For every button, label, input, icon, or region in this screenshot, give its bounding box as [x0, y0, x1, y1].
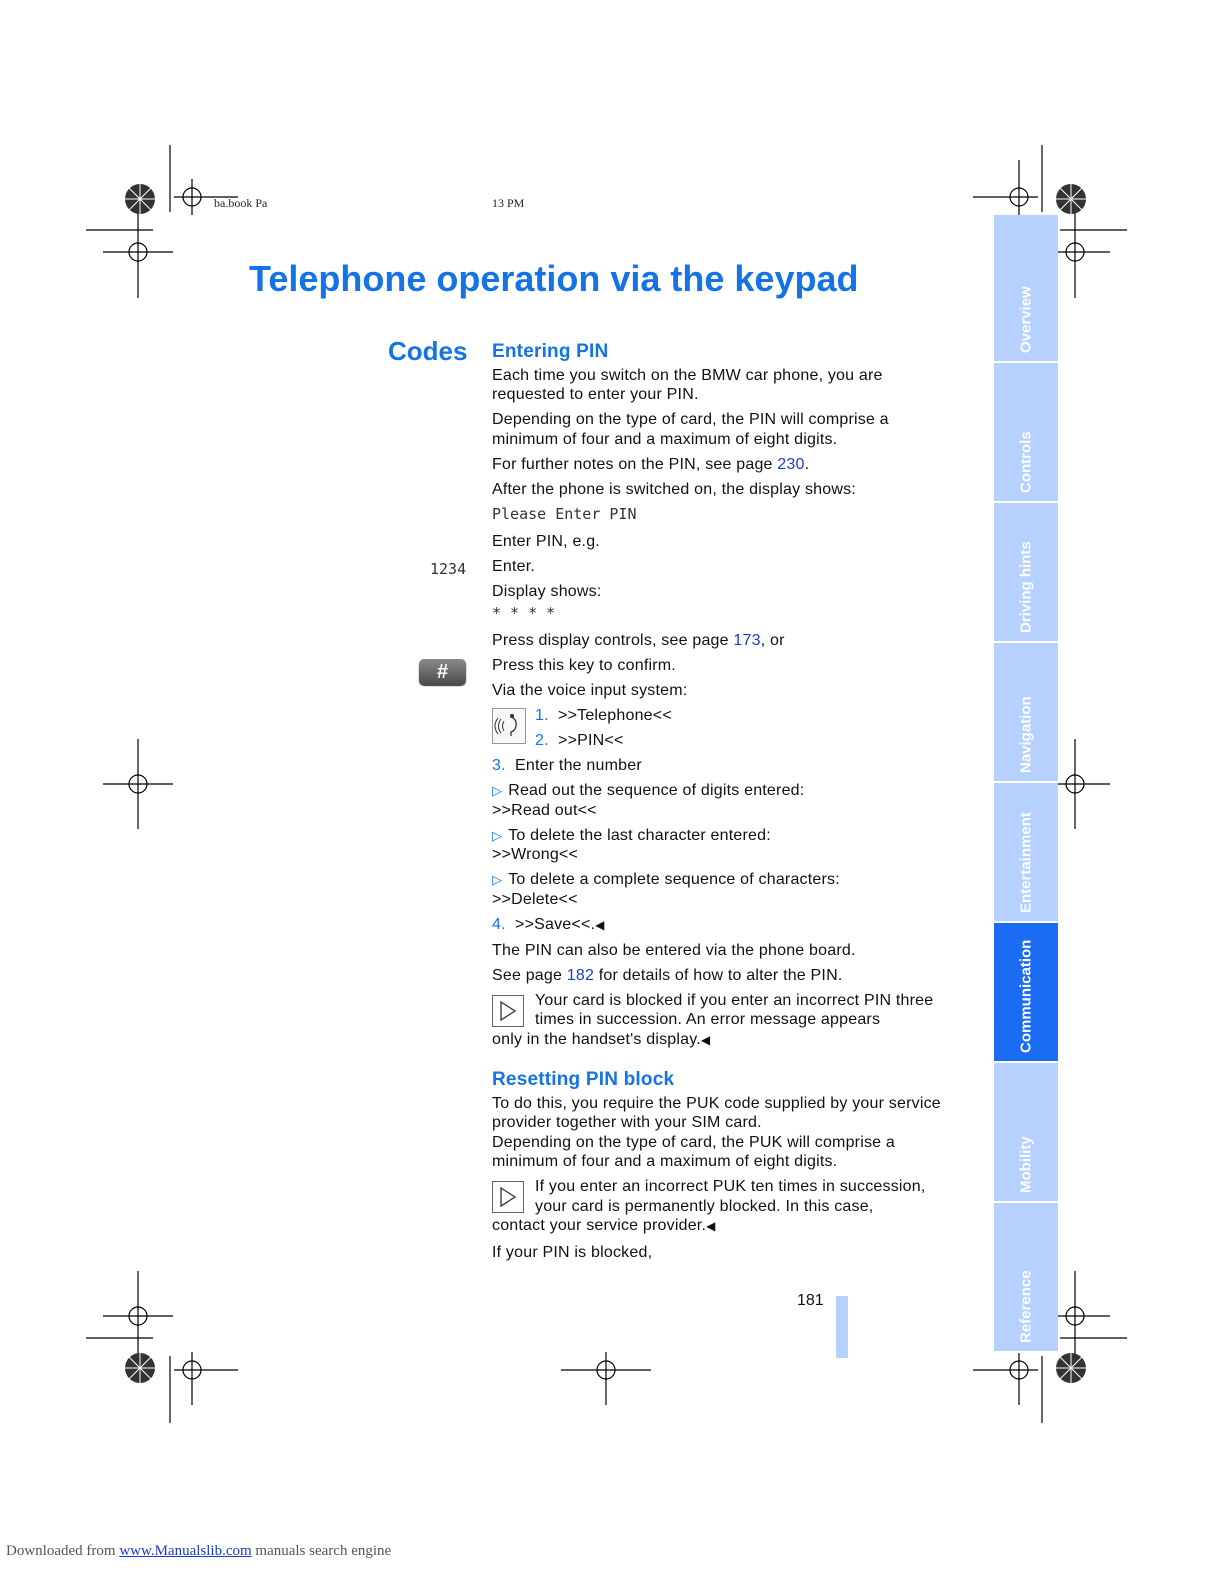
page-title: Telephone operation via the keypad: [249, 258, 859, 299]
page-link-182[interactable]: 182: [566, 966, 595, 984]
step-number: 3.: [492, 757, 506, 774]
list-item: [492, 756, 957, 776]
text: , or: [760, 632, 785, 649]
note-text: If you enter an incorrect PUK ten times in succession, your card is permanently blocked. In this case,: [535, 1178, 926, 1215]
paragraph: Press this key to confirm.: [492, 657, 676, 674]
display-text-asterisks: * * * *: [492, 603, 556, 622]
tab-navigation[interactable]: [994, 643, 1058, 783]
footer-text: manuals search engine: [251, 1543, 392, 1559]
page-link-230[interactable]: 230: [777, 455, 805, 473]
text: only in the handset's display.: [492, 1030, 701, 1048]
section-title: Codes: [388, 336, 468, 366]
note-puk-blocked: [492, 1177, 957, 1237]
heading-entering-pin: Entering PIN: [492, 341, 609, 362]
paragraph: After the phone is switched on, the display shows:: [492, 480, 856, 498]
bullet-item: [492, 781, 957, 801]
bullet-triangle-icon: ▷: [492, 827, 503, 843]
paragraph: Enter.: [492, 558, 536, 575]
list-item: [492, 915, 957, 936]
end-mark-icon: ◀: [595, 917, 605, 932]
tab-label: Navigation: [1017, 696, 1035, 773]
paragraph: [492, 966, 957, 986]
printmark-right: 13 PM: [492, 196, 525, 210]
note-triangle-icon: [492, 995, 524, 1027]
note-text: Your card is blocked if you enter an incorrect PIN three times in succession. An error message appears: [535, 991, 934, 1028]
hash-key-label: #: [436, 660, 449, 683]
margin-code: 1234: [430, 560, 467, 578]
page-number-bar: [836, 1296, 848, 1358]
paragraph: If your PIN is blocked,: [492, 1243, 653, 1261]
main-content: [492, 342, 957, 1268]
tab-communication[interactable]: [994, 923, 1058, 1063]
paragraph: [492, 631, 957, 651]
paragraph: Each time you switch on the BMW car phone, you are requested to enter your PIN.: [492, 366, 883, 403]
tab-entertainment[interactable]: [994, 783, 1058, 923]
list-item: [492, 706, 957, 726]
step-text: >>Save<<.: [515, 915, 596, 933]
manualslib-link[interactable]: www.Manualslib.com: [119, 1543, 252, 1559]
text: for details of how to alter the PIN.: [594, 966, 843, 984]
tab-controls[interactable]: [994, 363, 1058, 503]
bullet-item: [492, 826, 957, 846]
bullet-text: To delete the last character entered:: [508, 826, 771, 844]
tab-reference[interactable]: [994, 1203, 1058, 1353]
paragraph: [492, 582, 957, 602]
paragraph: Depending on the type of card, the PUK will comprise a minimum of four and a maximum of eight digits.: [492, 1133, 896, 1170]
tab-mobility[interactable]: [994, 1063, 1058, 1203]
page-link-173[interactable]: 173: [733, 632, 761, 649]
step-text: >>Telephone<<: [558, 707, 672, 724]
step-text: >>PIN<<: [558, 732, 624, 749]
note-pin-blocked: [492, 991, 957, 1051]
chapter-tabs: [994, 215, 1058, 1351]
paragraph: The PIN can also be entered via the phone board.: [492, 941, 856, 959]
tab-label: Controls: [1017, 431, 1035, 493]
tab-label: Entertainment: [1017, 812, 1035, 913]
text: .: [804, 455, 810, 473]
step-number: 2.: [535, 732, 549, 749]
text: For further notes on the PIN, see page: [492, 455, 778, 473]
text: Display shows:: [492, 583, 602, 600]
step-number: 1.: [535, 707, 549, 724]
hash-key-icon: [419, 659, 466, 685]
end-mark-icon: ◀: [700, 1032, 711, 1047]
heading-resetting-pin-block: Resetting PIN block: [492, 1069, 675, 1090]
voice-command: >>Delete<<: [492, 890, 578, 908]
tab-label: Mobility: [1017, 1136, 1035, 1193]
end-mark-icon: ◀: [706, 1219, 716, 1233]
bullet-text: Read out the sequence of digits entered:: [508, 782, 805, 799]
text: contact your service provider.: [492, 1217, 707, 1234]
paragraph: [492, 455, 957, 475]
note-text: [492, 1030, 957, 1051]
text: See page: [492, 966, 567, 984]
paragraph: To do this, you require the PUK code supplied by your service provider together with your SIM card.: [492, 1094, 941, 1131]
voice-steps: [492, 706, 957, 751]
tab-label: Overview: [1017, 286, 1035, 353]
tab-label: Driving hints: [1017, 541, 1035, 633]
bullet-item: [492, 870, 957, 890]
list-item: [492, 731, 957, 751]
tab-label: Communication: [1017, 939, 1035, 1053]
bullet-text: To delete a complete sequence of characters:: [508, 871, 840, 888]
page-number: 181: [797, 1292, 824, 1309]
step-number: 4.: [492, 915, 506, 933]
step-text: Enter the number: [515, 757, 642, 774]
printmark-left: ba.book Pa: [214, 196, 268, 210]
note-triangle-icon: [492, 1181, 524, 1213]
paragraph: Enter PIN, e.g.: [492, 533, 600, 550]
footer: [6, 1543, 391, 1560]
tab-driving-hints[interactable]: [994, 503, 1058, 643]
bullet-triangle-icon: ▷: [492, 783, 503, 798]
voice-command-icon: [492, 708, 526, 744]
note-text: [492, 1216, 957, 1237]
paragraph: Via the voice input system:: [492, 682, 688, 699]
tab-overview[interactable]: [994, 215, 1058, 363]
display-text-enter-pin: Please Enter PIN: [492, 504, 637, 523]
voice-command: >>Read out<<: [492, 801, 597, 819]
text: Press display controls, see page: [492, 632, 734, 649]
tab-label: Reference: [1017, 1270, 1035, 1343]
bullet-triangle-icon: ▷: [492, 872, 503, 887]
paragraph: Depending on the type of card, the PIN will comprise a minimum of four and a maximum of eight digits.: [492, 411, 889, 448]
voice-command: >>Wrong<<: [492, 846, 579, 863]
footer-text: Downloaded from: [6, 1543, 120, 1559]
